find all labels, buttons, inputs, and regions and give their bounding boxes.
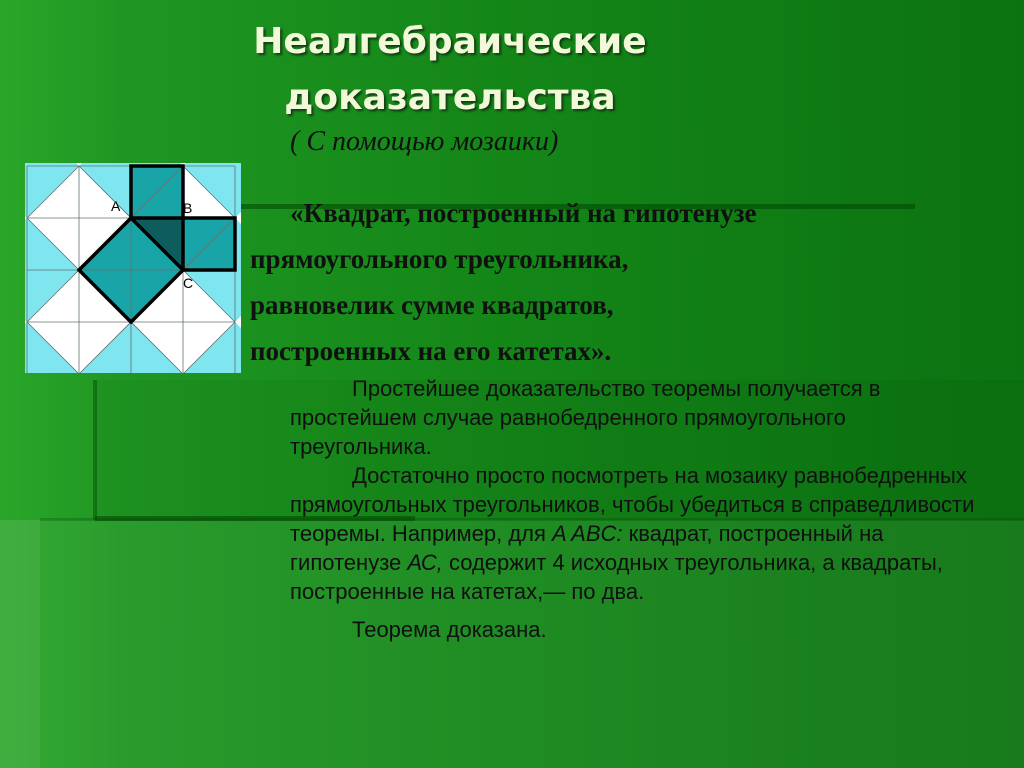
slide-title-line-2: доказательства xyxy=(284,77,616,118)
quote-line: прямоугольного треугольника, xyxy=(250,244,629,274)
quote-line: равновелик сумме квадратов, xyxy=(250,290,614,320)
background-band xyxy=(0,520,40,768)
slide-title-line-1: Неалгебраические xyxy=(253,21,647,62)
hypotenuse-name: АС, xyxy=(407,550,443,575)
triangle-name: A ABC: xyxy=(552,521,623,546)
paragraph-text: содержит 4 исходных треугольника, а квадраты, построенные на катетах,— по два. xyxy=(290,550,943,604)
vertex-label-a: A xyxy=(111,198,121,214)
decorative-rule xyxy=(93,380,97,520)
quote-line: «Квадрат, построенный на гипотенузе xyxy=(290,198,757,228)
paragraph-simplest-case: Простейшее доказательство теоремы получается в простейшем случае равнобедренного прямоугольного треугольника. xyxy=(290,376,881,459)
quote-line: построенных на его катетах». xyxy=(250,336,612,366)
paragraph-mosaic xyxy=(290,461,980,606)
vertex-label-c: C xyxy=(183,275,194,291)
paragraph-text: квадрат, построенный на гипотенузе xyxy=(290,521,884,575)
mosaic-figure xyxy=(25,163,241,373)
paragraph-text: Достаточно просто посмотреть на мозаику равнобедренных прямоугольных треугольников, чтобы убедиться в справедливости теоремы. Например, для xyxy=(290,463,975,546)
slide-subtitle: ( С помощью мозаики) xyxy=(290,126,559,157)
explanation-text xyxy=(290,374,980,644)
vertex-label-b: B xyxy=(183,200,193,216)
theorem-quote xyxy=(250,190,910,374)
paragraph-conclusion: Теорема доказана. xyxy=(352,617,547,642)
